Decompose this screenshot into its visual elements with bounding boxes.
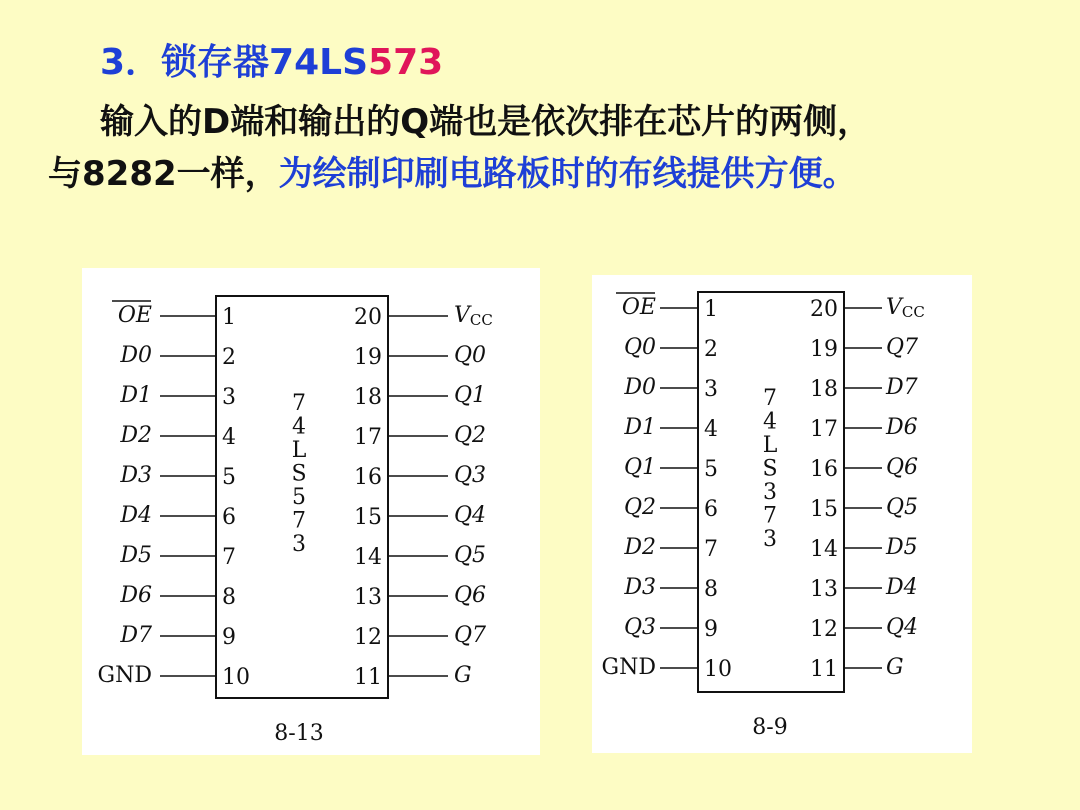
chip0-signal-d5: D5 [120, 543, 152, 568]
chip0-pin-number: 17 [354, 425, 382, 450]
chip-diagram-74ls573 [82, 268, 540, 755]
chip1-pin-number: 3 [704, 377, 718, 402]
chip1-pin-number: 18 [810, 377, 838, 402]
chip1-pin-number: 13 [810, 577, 838, 602]
chip0-pin-number: 10 [222, 665, 250, 690]
chip1-pin-number: 8 [704, 577, 718, 602]
chip0-pin-number: 18 [354, 385, 382, 410]
chip1-pin-number: 4 [704, 417, 718, 442]
chip0-pin-number: 5 [222, 465, 236, 490]
chip1-caption: 8-9 [752, 715, 788, 740]
chip1-part-label-char: 7 [763, 386, 777, 411]
chip0-signal-q7: Q7 [454, 623, 487, 648]
chip0-signal-v: $V_{CC}$ [454, 303, 493, 329]
chip0-pin-number: 3 [222, 385, 236, 410]
chip0-pin-number: 12 [354, 625, 382, 650]
chip0-signal-d6: D6 [120, 583, 152, 608]
chip0-signal-q5: Q5 [454, 543, 487, 568]
chip1-part-label-char: 3 [763, 480, 777, 505]
chip0-part-label-char: L [291, 438, 307, 463]
chip0-pin-number: 11 [354, 665, 382, 690]
chip0-pin-number: 20 [354, 305, 382, 330]
chip1-signal-v: $V_{CC}$ [886, 295, 925, 321]
chip1-signal-q0: Q0 [623, 335, 656, 360]
chip1-signal-d5: D5 [886, 535, 918, 560]
description-line-1: 输入的D端和输出的Q端也是依次排在芯片的两侧， [100, 102, 872, 142]
chip1-pin-number: 17 [810, 417, 838, 442]
chip0-signal-q0: Q0 [454, 343, 487, 368]
chip0-signal-gnd: GND [97, 663, 152, 688]
chip0-pin-number: 13 [354, 585, 382, 610]
chip1-signal-d6: D6 [886, 415, 918, 440]
chip0-pin-number: 8 [222, 585, 236, 610]
chip0-signal-d0: D0 [120, 343, 152, 368]
chip1-part-label-char: 4 [763, 409, 777, 435]
chip1-signal-q1: Q1 [623, 455, 656, 480]
chip1-signal-q3: Q3 [623, 615, 656, 640]
chip1-pin-number: 7 [704, 537, 718, 562]
chip0-signal-q2: Q2 [454, 423, 487, 448]
chip1-pin-number: 9 [704, 617, 718, 642]
chip1-pin-number: 10 [704, 657, 732, 682]
chip1-signal-d0: D0 [624, 375, 656, 400]
chip1-signal-q7: Q7 [886, 335, 919, 360]
chip0-pin-number: 6 [222, 505, 236, 530]
chip1-pin-number: 19 [810, 337, 838, 362]
chip0-signal-oe: OE [117, 303, 152, 328]
chip0-pin-number: 9 [222, 625, 236, 650]
chip1-signal-gnd: GND [601, 655, 656, 680]
chip0-signal-q1: Q1 [454, 383, 487, 408]
chip0-pin-number: 14 [354, 545, 382, 570]
chip1-signal-q5: Q5 [886, 495, 919, 520]
description-paragraph [48, 96, 1058, 200]
chip1-signal-d3: D3 [624, 575, 656, 600]
chip1-pin-number: 6 [704, 497, 718, 522]
chip0-pin-number: 4 [222, 425, 236, 450]
chip0-part-label-char: S [291, 461, 307, 487]
chip0-signal-g: G [454, 663, 472, 688]
chip1-pin-number: 1 [704, 297, 718, 322]
chip1-pin-number: 11 [810, 657, 838, 682]
chip1-pin-number: 2 [704, 337, 718, 362]
chip1-signal-q4: Q4 [886, 615, 919, 640]
chip0-signal-d4: D4 [120, 503, 152, 528]
chip-panel-74ls373 [592, 275, 972, 753]
chip1-pin-number: 12 [810, 617, 838, 642]
chip0-part-label-char: 3 [292, 532, 306, 557]
chip0-part-label-char: 4 [292, 414, 306, 440]
chip1-signal-d7: D7 [886, 375, 918, 400]
chip0-pin-number: 16 [354, 465, 382, 490]
chip0-part-label-char: 5 [292, 485, 306, 510]
chip1-pin-number: 15 [810, 497, 838, 522]
chip0-signal-q6: Q6 [454, 583, 487, 608]
description-line-2: 与8282一样， [48, 154, 279, 194]
chip1-signal-q6: Q6 [886, 455, 919, 480]
title-prefix: 3．锁存器74LS [100, 42, 369, 83]
chip0-part-label-char: 7 [292, 508, 306, 534]
chip1-pin-number: 5 [704, 457, 718, 482]
chip1-signal-d2: D2 [624, 535, 656, 560]
chip0-signal-d7: D7 [120, 623, 152, 648]
chip0-signal-q3: Q3 [454, 463, 487, 488]
chip0-pin-number: 1 [222, 305, 236, 330]
chip1-signal-d4: D4 [886, 575, 918, 600]
description-line-2-highlight: 为绘制印刷电路板时的布线提供方便。 [278, 154, 857, 194]
chip0-pin-number: 7 [222, 545, 236, 570]
chip1-signal-oe: OE [621, 295, 656, 320]
chip0-signal-d1: D1 [120, 383, 152, 408]
chip0-signal-q4: Q4 [454, 503, 487, 528]
chip0-part-label-char: 7 [292, 391, 306, 416]
chip-panel-74ls573 [82, 268, 540, 755]
chip1-pin-number: 20 [810, 297, 838, 322]
chip1-signal-q2: Q2 [623, 495, 656, 520]
chip1-pin-number: 16 [810, 457, 838, 482]
chip1-signal-g: G [886, 655, 904, 680]
chip1-part-label-char: L [762, 433, 778, 458]
chip0-signal-d3: D3 [120, 463, 152, 488]
chip0-pin-number: 15 [354, 505, 382, 530]
chip1-part-label-char: 3 [763, 527, 777, 552]
chip1-pin-number: 14 [810, 537, 838, 562]
chip0-pin-number: 2 [222, 345, 236, 370]
chip0-caption: 8-13 [274, 721, 324, 746]
slide-title [100, 34, 443, 85]
chip1-signal-d1: D1 [624, 415, 656, 440]
chip-diagram-74ls373 [592, 275, 972, 753]
chip1-part-label-char: S [762, 456, 778, 482]
title-highlight: 573 [368, 42, 444, 83]
chip0-signal-d2: D2 [120, 423, 152, 448]
chip1-part-label-char: 7 [763, 503, 777, 529]
chip0-pin-number: 19 [354, 345, 382, 370]
